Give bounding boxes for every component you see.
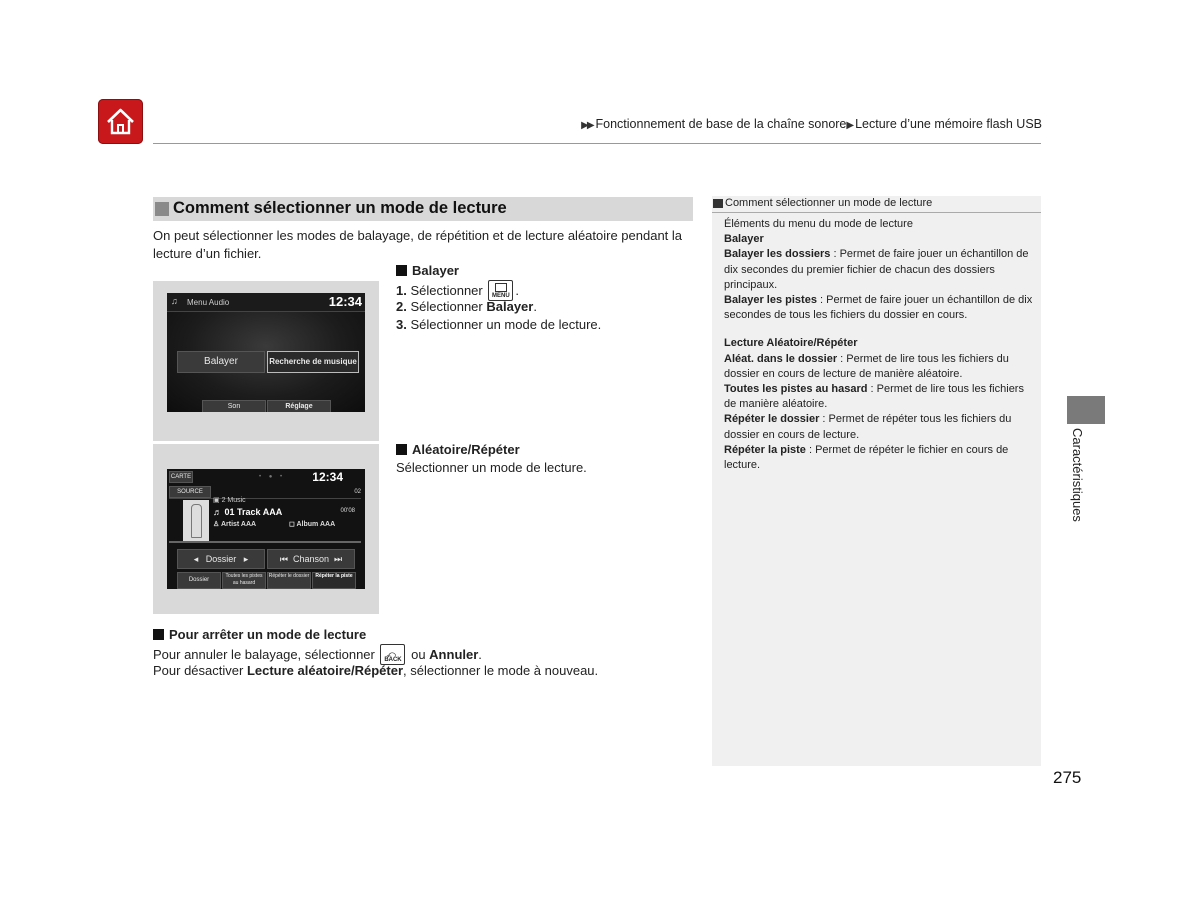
- side-item: Répéter la piste : Permet de répéter le fichier en cours de lecture.: [724, 443, 1009, 472]
- breadcrumb-arrow-icon: ▶: [846, 120, 853, 131]
- aleatoire-text: Sélectionner un mode de lecture.: [396, 460, 587, 475]
- side-item: Toutes les pistes au hasard : Permet de lire tous les fichiers de manière aléatoire.: [724, 383, 1024, 411]
- aleatoire-heading: Aléatoire/Répéter: [396, 441, 520, 459]
- menu-key-icon: MENU: [488, 280, 513, 301]
- side-note-body: [724, 217, 1034, 473]
- album-art: [183, 500, 209, 542]
- balayer-step-1: 1. Sélectionner MENU .: [396, 280, 519, 301]
- mode-tab-toutes-pistes[interactable]: Toutes les pistes au hasard: [222, 572, 266, 589]
- screen1-balayer-button[interactable]: Balayer: [177, 351, 265, 373]
- heading-marker-icon: [396, 444, 407, 455]
- balayer-step-2: 2. Sélectionner Balayer.: [396, 299, 537, 314]
- home-button[interactable]: [98, 99, 143, 144]
- album-label: ◻ Album AAA: [289, 521, 336, 528]
- screen1-display: [167, 293, 365, 412]
- side-item: Aléat. dans le dossier : Permet de lire tous les fichiers du dossier en cours de lecture de manière aléatoire.: [724, 352, 1009, 380]
- music-note-icon: ♫: [171, 296, 178, 306]
- breadcrumb-arrow-icon: ▶▶: [581, 120, 593, 131]
- screen1-title: Menu Audio: [187, 298, 230, 307]
- folder-label: ▣ 2 Music: [213, 497, 246, 504]
- header-divider: [153, 143, 1041, 144]
- progress-bar[interactable]: [169, 541, 361, 543]
- status-dots-icon: • ● •: [259, 474, 286, 480]
- mode-tab-repeter-dossier[interactable]: Répéter le dossier: [267, 572, 311, 589]
- heading-marker-icon: [153, 629, 164, 640]
- screen1-clock: 12:34: [328, 294, 362, 309]
- mode-tab-dossier[interactable]: Dossier: [177, 572, 221, 589]
- balayer-heading: Balayer: [396, 262, 459, 280]
- breadcrumb-item[interactable]: Lecture d’une mémoire flash USB: [855, 117, 1042, 131]
- carte-button[interactable]: CARTE: [169, 471, 193, 483]
- stop-heading: Pour arrêter un mode de lecture: [153, 626, 366, 644]
- screen2-display: [167, 469, 365, 589]
- track-label: ♬ 01 Track AAA: [213, 507, 283, 517]
- screen1-reglage-button[interactable]: Réglage: [267, 400, 331, 412]
- page-number: 275: [1053, 768, 1082, 787]
- elapsed-time: 00'08: [340, 508, 355, 514]
- source-button[interactable]: SOURCE: [169, 486, 211, 498]
- side-subheading: Balayer: [724, 233, 764, 246]
- side-note-title: Comment sélectionner un mode de lecture: [725, 197, 933, 209]
- side-line: Éléments du menu du mode de lecture: [724, 218, 913, 230]
- section-title: Comment sélectionner un mode de lecture: [173, 199, 507, 217]
- section-title-bar: [153, 197, 693, 221]
- screen1-recherche-button[interactable]: Recherche de musique: [267, 351, 359, 373]
- intro-paragraph: On peut sélectionner les modes de balayage, de répétition et de lecture aléatoire pendant la lecture d’un fichier.: [153, 228, 683, 261]
- side-item: Balayer les pistes : Permet de faire jouer un échantillon de dix secondes de tous les fichiers du dossier en cours.: [724, 294, 1033, 322]
- chapter-tab[interactable]: [1067, 396, 1105, 424]
- breadcrumb: [581, 117, 1042, 131]
- chapter-tab-label: Caractéristiques: [1070, 428, 1085, 522]
- stop-line-2: Pour désactiver Lecture aléatoire/Répéter, sélectionner le mode à nouveau.: [153, 663, 599, 678]
- back-key-icon: ⤺ BACK: [380, 644, 405, 665]
- home-icon: [104, 105, 137, 138]
- screen1-son-button[interactable]: Son: [202, 400, 266, 412]
- screen2-clock: 12:34: [312, 470, 343, 484]
- chanson-button[interactable]: ⏮ Chanson ⏭: [267, 549, 355, 569]
- dossier-button[interactable]: ◂ Dossier ▸: [177, 549, 265, 569]
- track-count: 02: [354, 489, 361, 495]
- side-item: Balayer les dossiers : Permet de faire jouer un échantillon de dix secondes du premier fichier de chacun des dossiers principaux.: [724, 248, 1029, 291]
- mode-tab-repeter-piste[interactable]: Répéter la piste: [312, 572, 356, 589]
- side-item: Répéter le dossier : Permet de répéter tous les fichiers du dossier en cours de lecture.: [724, 413, 1012, 441]
- stop-line-1: Pour annuler le balayage, sélectionner ⤺ BACK ou Annuler.: [153, 644, 482, 665]
- balayer-step-3: 3. Sélectionner un mode de lecture.: [396, 317, 602, 332]
- breadcrumb-item[interactable]: Fonctionnement de base de la chaîne sonore: [595, 117, 847, 131]
- note-icon: [713, 199, 723, 208]
- heading-marker-icon: [396, 265, 407, 276]
- artist-label: ♙ Artist AAA: [213, 521, 257, 528]
- section-marker-icon: [155, 202, 169, 216]
- side-note-header: [712, 196, 1041, 213]
- side-subheading: Lecture Aléatoire/Répéter: [724, 337, 858, 350]
